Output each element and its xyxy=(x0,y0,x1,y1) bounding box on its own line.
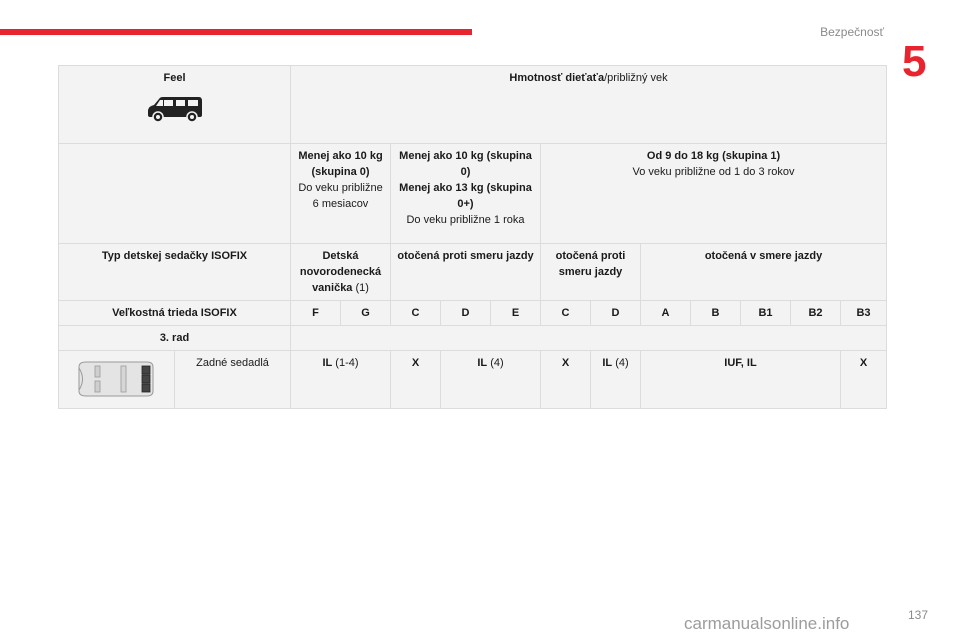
size-class-cell: E xyxy=(491,301,541,326)
weight-group-cell: Od 9 do 18 kg (skupina 1) Vo veku približne od 1 do 3 rokov xyxy=(541,144,887,244)
version-label: Feel xyxy=(163,72,186,84)
empty-cell xyxy=(291,326,887,351)
header-red-bar xyxy=(0,29,472,35)
van-seats-icon xyxy=(75,359,159,399)
size-class-cell: D xyxy=(441,301,491,326)
section-title: Bezpečnosť xyxy=(820,25,884,39)
size-class-cell: D xyxy=(591,301,641,326)
row-label: 3. rad xyxy=(59,326,291,351)
table-row xyxy=(59,301,887,326)
weight-group-cell: Menej ako 10 kg (skupina 0) Do veku približne 6 mesiacov xyxy=(291,144,391,244)
compat-cell: X xyxy=(541,351,591,409)
page-number: 137 xyxy=(907,608,928,622)
weight-group-cell: Menej ako 10 kg (skupina 0) Menej ako 13 kg (skupina 0+) Do veku približne 1 roka xyxy=(391,144,541,244)
size-class-cell: C xyxy=(391,301,441,326)
car-icon xyxy=(145,96,205,124)
size-class-cell: F xyxy=(291,301,341,326)
table-row xyxy=(59,326,887,351)
row-label: Typ detskej sedačky ISOFIX xyxy=(59,244,291,301)
watermark-text: carmanualsonline.info xyxy=(684,614,850,633)
compat-cell: IL (4) xyxy=(441,351,541,409)
table-row xyxy=(59,66,887,144)
table-row xyxy=(59,244,887,301)
seat-position-cell: Zadné sedadlá xyxy=(175,351,291,409)
feel-cell xyxy=(59,66,291,144)
compat-cell: IUF, IL xyxy=(641,351,841,409)
size-class-cell: B2 xyxy=(791,301,841,326)
size-class-cell: B3 xyxy=(841,301,887,326)
size-class-cell: C xyxy=(541,301,591,326)
van-seat-diagram-cell xyxy=(59,351,175,409)
row-label: Veľkostná trieda ISOFIX xyxy=(59,301,291,326)
compat-cell: X xyxy=(391,351,441,409)
seat-type-cell: otočená v smere jazdy xyxy=(641,244,887,301)
seat-type-cell: otočená proti smeru jazdy xyxy=(391,244,541,301)
compat-cell: IL (1-4) xyxy=(291,351,391,409)
child-weight-header: Hmotnosť dieťaťa/približný vek xyxy=(291,66,887,144)
isofix-table xyxy=(58,65,887,409)
compat-cell: IL (4) xyxy=(591,351,641,409)
table-row xyxy=(59,351,887,409)
seat-type-cell: otočená proti smeru jazdy xyxy=(541,244,641,301)
table-row xyxy=(59,144,887,244)
size-class-cell: B1 xyxy=(741,301,791,326)
size-class-cell: G xyxy=(341,301,391,326)
seat-type-cell: Detská novorodenecká vanička (1) xyxy=(291,244,391,301)
empty-cell xyxy=(59,144,291,244)
compat-cell: X xyxy=(841,351,887,409)
chapter-number: 5 xyxy=(902,37,927,86)
size-class-cell: B xyxy=(691,301,741,326)
size-class-cell: A xyxy=(641,301,691,326)
